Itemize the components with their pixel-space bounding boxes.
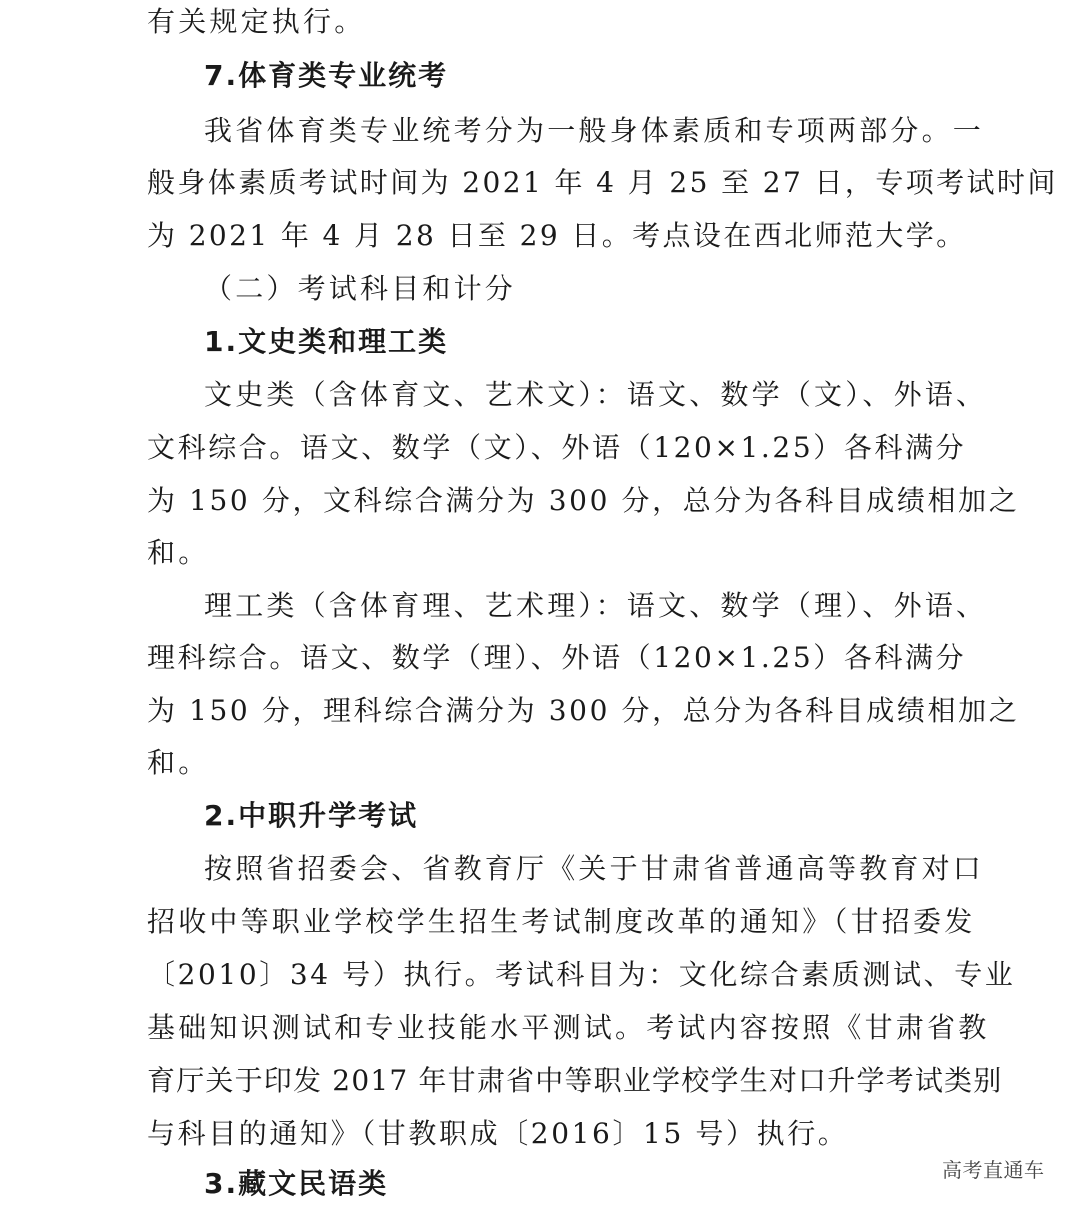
text-line: 为 150 分，理科综合满分为 300 分，总分为各科目成绩相加之 [147,694,1020,727]
text-line: 和。 [147,536,210,569]
text-line: 为 150 分，文科综合满分为 300 分，总分为各科目成绩相加之 [147,484,1020,517]
subsection-heading: （二）考试科目和计分 [204,272,517,305]
text-line: 文科综合。语文、数学（文）、外语（120×1.25）各科满分 [147,431,967,464]
text-line: 育厅关于印发 2017 年甘肃省中等职业学校学生对口升学考试类别 [147,1064,1003,1097]
section-heading: 7.体育类专业统考 [204,59,449,92]
text-line: 般身体素质考试时间为 2021 年 4 月 25 至 27 日，专项考试时间 [147,166,1058,199]
text-line: 与科目的通知》（甘教职成〔2016〕15 号）执行。 [147,1117,849,1150]
text-line: 按照省招委会、省教育厅《关于甘肃省普通高等教育对口 [204,852,985,885]
text-line: 理工类（含体育理、艺术理）：语文、数学（理）、外语、 [204,589,988,622]
text-line: 理科综合。语文、数学（理）、外语（120×1.25）各科满分 [147,641,967,674]
text-line: 〔2010〕34 号）执行。考试科目为：文化综合素质测试、专业 [147,958,1016,991]
section-heading: 3.藏文民语类 [204,1167,389,1200]
section-heading: 1.文史类和理工类 [204,325,449,358]
section-heading: 2.中职升学考试 [204,799,419,832]
text-line: 我省体育类专业统考分为一般身体素质和专项两部分。一 [204,114,985,147]
text-line: 基础知识测试和专业技能水平测试。考试内容按照《甘肃省教 [147,1011,990,1044]
text-line: 有关规定执行。 [147,5,366,38]
text-line: 为 2021 年 4 月 28 日至 29 日。考点设在西北师范大学。 [147,219,967,252]
text-line: 文史类（含体育文、艺术文）：语文、数学（文）、外语、 [204,378,988,411]
text-line: 招收中等职业学校学生招生考试制度改革的通知》（甘招委发 [147,905,976,938]
text-line: 和。 [147,746,210,779]
watermark-label: 高考直通车 [942,1158,1045,1182]
